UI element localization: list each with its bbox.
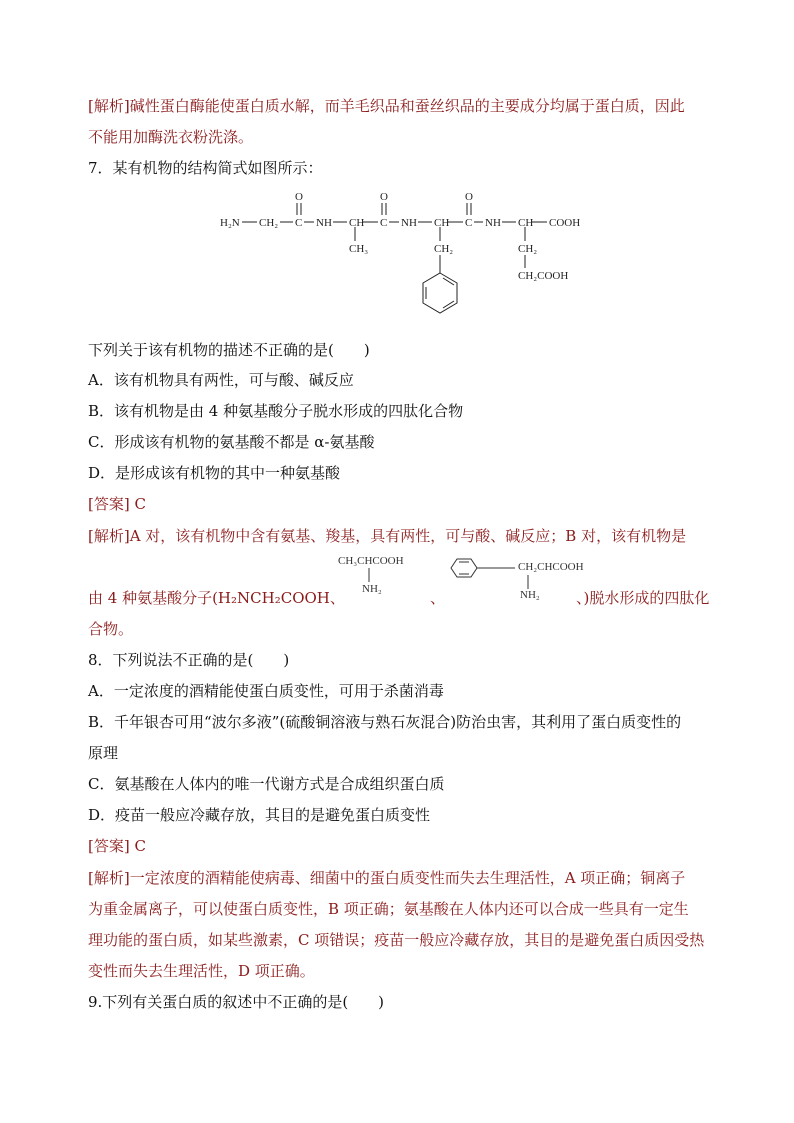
struct-c2: C — [380, 217, 388, 229]
q8-option-b-line-2: 原理 — [88, 744, 119, 762]
q6-analysis-line-1: [解析]碱性蛋白酶能使蛋白质水解，而羊毛织品和蚕丝织品的主要成分均属于蛋白质，因此 — [88, 97, 685, 115]
struct-cooh: COOH — [549, 217, 581, 229]
inline-struct-1-bond — [366, 568, 372, 582]
q7-option-d: D．是形成该有机物的其中一种氨基酸 — [88, 464, 341, 482]
struct-c1: C — [295, 217, 303, 229]
struct-c3: C — [465, 217, 473, 229]
q7-stem: 7．某有机物的结构简式如图所示： — [88, 159, 323, 177]
q8-analysis-line-3: 理功能的蛋白质，如某些激素，C 项错误；疫苗一般应冷藏存放，其目的是避免蛋白质因受热 — [88, 931, 705, 949]
inline-struct-2-bond — [525, 575, 531, 589]
q7-analysis-line-1: [解析]A 对，该有机物中含有氨基、羧基，具有两性，可与酸、碱反应；B 对，该有机物是 — [88, 527, 687, 545]
q8-analysis-line-2: 为重金属离子，可以使蛋白质变性，B 项正确；氨基酸在人体内还可以合成一些具有一定生 — [88, 900, 689, 918]
struct-nh3: NH — [485, 217, 501, 229]
q6-analysis-line-2: 不能用加酶洗衣粉洗涤。 — [88, 128, 254, 146]
struct-nh2: NH — [401, 217, 417, 229]
struct-ch-a: CH — [349, 217, 365, 229]
inline-struct-1-bottom: NH₂ — [362, 583, 382, 595]
struct-h2n: H₂N — [220, 217, 240, 229]
struct-o1: O — [295, 191, 303, 203]
struct-ch2-a: CH₂ — [259, 217, 279, 229]
q7-option-c: C．形成该有机物的氨基酸不都是 α-氨基酸 — [88, 433, 375, 451]
q7-answer: [答案] C — [88, 495, 146, 513]
q7-option-a: A．该有机物具有两性，可与酸、碱反应 — [88, 371, 354, 389]
inline-struct-2-top: CH₂CHCOOH — [518, 561, 584, 573]
struct-nh1: NH — [316, 217, 332, 229]
struct-ch-b: CH — [434, 217, 450, 229]
q9-stem: 9.下列有关蛋白质的叙述中不正确的是( ) — [88, 993, 385, 1011]
struct-ch3: CH₃ — [349, 243, 369, 255]
q8-answer: [答案] C — [88, 837, 146, 855]
struct-ch-c: CH — [518, 217, 534, 229]
q7-option-b: B．该有机物是由 4 种氨基酸分子脱水形成的四肽化合物 — [88, 402, 464, 420]
q8-analysis-line-4: 变性而失去生理活性，D 项正确。 — [88, 962, 315, 980]
q8-option-d: D．疫苗一般应冷藏存放，其目的是避免蛋白质变性 — [88, 806, 431, 824]
struct-ch2-c: CH₂ — [518, 243, 538, 255]
inline-struct-1-top: CH₃CHCOOH — [338, 555, 404, 567]
q7-analysis-line-2-part-1: 由 4 种氨基酸分子(H₂NCH₂COOH、 — [88, 589, 345, 607]
q8-analysis-line-1: [解析]一定浓度的酒精能使病毒、细菌中的蛋白质变性而失去生理活性，A 项正确；铜离子 — [88, 869, 686, 887]
q8-option-a: A．一定浓度的酒精能使蛋白质变性，可用于杀菌消毒 — [88, 682, 444, 700]
q7-question: 下列关于该有机物的描述不正确的是( ) — [88, 341, 370, 359]
q8-option-b-line-1: B．千年银杏可用“波尔多液”(硫酸铜溶液与熟石灰混合)防治虫害，其利用了蛋白质变性的 — [88, 713, 682, 731]
struct-o2: O — [380, 191, 388, 203]
q8-stem: 8．下列说法不正确的是( ) — [88, 651, 290, 669]
q7-analysis-line-3: 合物。 — [88, 620, 134, 638]
inline-struct-2-bottom: NH₂ — [520, 589, 540, 601]
q7-analysis-line-2-sep: 、 — [430, 589, 446, 607]
struct-ch2-b: CH₂ — [434, 243, 454, 255]
struct-ch2cooh: CH₂COOH — [518, 270, 569, 282]
inline-benzene-icon — [445, 556, 517, 580]
struct-o3: O — [465, 191, 473, 203]
q7-analysis-line-2-part-2: 、)脱水形成的四肽化 — [576, 589, 710, 607]
q8-option-c: C．氨基酸在人体内的唯一代谢方式是合成组织蛋白质 — [88, 775, 445, 793]
q7-structure-diagram — [215, 185, 595, 330]
